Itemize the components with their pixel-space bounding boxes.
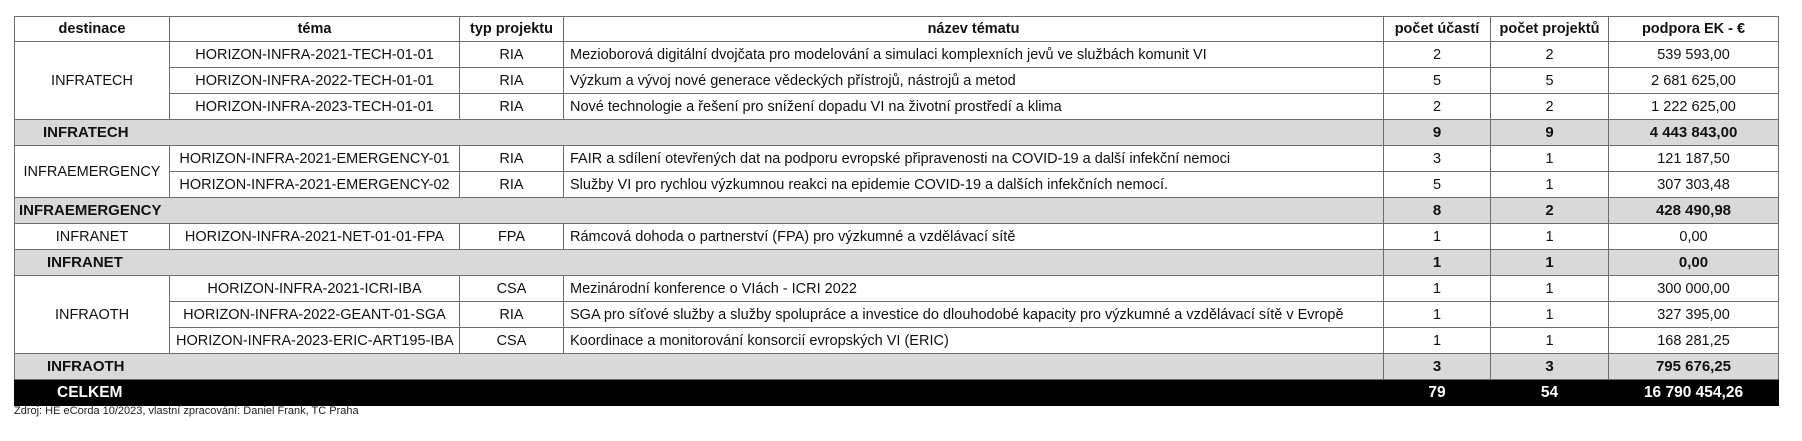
table-row — [15, 146, 1779, 172]
nazev-cell: FAIR a sdílení otevřených dat na podporu evropské připravenosti na COVID-19 a další infekční nemoci — [564, 146, 1384, 172]
subtotal-projekty: 9 — [1491, 120, 1609, 146]
subtotal-label: INFRATECH — [15, 120, 1384, 146]
podpora-cell: 327 395,00 — [1609, 302, 1779, 328]
ucasti-cell: 3 — [1384, 146, 1491, 172]
ucasti-cell: 1 — [1384, 224, 1491, 250]
typ-cell: FPA — [460, 224, 564, 250]
subtotal-projekty: 2 — [1491, 198, 1609, 224]
subtotal-label: INFRAOTH — [15, 354, 1384, 380]
projects-table-container — [14, 16, 1778, 406]
typ-cell: CSA — [460, 276, 564, 302]
subtotal-podpora: 428 490,98 — [1609, 198, 1779, 224]
typ-cell: RIA — [460, 68, 564, 94]
total-podpora: 16 790 454,26 — [1609, 380, 1779, 406]
table-body — [15, 42, 1779, 406]
table-row — [15, 276, 1779, 302]
projekty-cell: 1 — [1491, 302, 1609, 328]
subtotal-ucasti: 3 — [1384, 354, 1491, 380]
source-note: Zdroj: HE eCorda 10/2023, vlastní zpracování: Daniel Frank, TC Praha — [14, 405, 359, 417]
tema-cell: HORIZON-INFRA-2021-NET-01-01-FPA — [170, 224, 460, 250]
tema-cell: HORIZON-INFRA-2021-EMERGENCY-02 — [170, 172, 460, 198]
subtotal-row-infranet — [15, 250, 1779, 276]
subtotal-row-infratech — [15, 120, 1779, 146]
nazev-cell: Služby VI pro rychlou výzkumnou reakci na epidemie COVID-19 a dalších infekčních nemocí. — [564, 172, 1384, 198]
header-podpora-ek: podpora EK - € — [1609, 17, 1779, 42]
total-row — [15, 380, 1779, 406]
table-row — [15, 42, 1779, 68]
table-row — [15, 224, 1779, 250]
tema-cell: HORIZON-INFRA-2021-EMERGENCY-01 — [170, 146, 460, 172]
ucasti-cell: 1 — [1384, 302, 1491, 328]
subtotal-podpora: 795 676,25 — [1609, 354, 1779, 380]
projekty-cell: 1 — [1491, 328, 1609, 354]
subtotal-label: INFRANET — [15, 250, 1384, 276]
podpora-cell: 168 281,25 — [1609, 328, 1779, 354]
ucasti-cell: 5 — [1384, 172, 1491, 198]
podpora-cell: 1 222 625,00 — [1609, 94, 1779, 120]
table-row — [15, 328, 1779, 354]
podpora-cell: 300 000,00 — [1609, 276, 1779, 302]
nazev-cell: Mezinárodní konference o VIách - ICRI 2022 — [564, 276, 1384, 302]
subtotal-projekty: 3 — [1491, 354, 1609, 380]
table-row — [15, 94, 1779, 120]
nazev-cell: Mezioborová digitální dvojčata pro modelování a simulaci komplexních jevů ve službách komunit VI — [564, 42, 1384, 68]
typ-cell: RIA — [460, 94, 564, 120]
podpora-cell: 121 187,50 — [1609, 146, 1779, 172]
subtotal-row-infraemergency — [15, 198, 1779, 224]
destinace-cell-infraemergency: INFRAEMERGENCY — [15, 146, 170, 198]
nazev-cell: Výzkum a vývoj nové generace vědeckých přístrojů, nástrojů a metod — [564, 68, 1384, 94]
ucasti-cell: 2 — [1384, 42, 1491, 68]
projekty-cell: 1 — [1491, 172, 1609, 198]
tema-cell: HORIZON-INFRA-2021-TECH-01-01 — [170, 42, 460, 68]
destinace-cell-infranet: INFRANET — [15, 224, 170, 250]
total-projekty: 54 — [1491, 380, 1609, 406]
typ-cell: RIA — [460, 302, 564, 328]
projekty-cell: 1 — [1491, 146, 1609, 172]
header-typ-projektu: typ projektu — [460, 17, 564, 42]
typ-cell: CSA — [460, 328, 564, 354]
projekty-cell: 5 — [1491, 68, 1609, 94]
nazev-cell: Nové technologie a řešení pro snížení dopadu VI na životní prostředí a klima — [564, 94, 1384, 120]
total-label: CELKEM — [15, 380, 1384, 406]
destinace-cell-infraoth: INFRAOTH — [15, 276, 170, 354]
subtotal-ucasti: 9 — [1384, 120, 1491, 146]
nazev-cell: Rámcová dohoda o partnerství (FPA) pro výzkumné a vzdělávací sítě — [564, 224, 1384, 250]
projekty-cell: 1 — [1491, 224, 1609, 250]
projects-table — [14, 16, 1779, 406]
tema-cell: HORIZON-INFRA-2021-ICRI-IBA — [170, 276, 460, 302]
ucasti-cell: 2 — [1384, 94, 1491, 120]
nazev-cell: SGA pro síťové služby a služby spolupráce a investice do dlouhodobé kapacity pro výzkumné a vzdělávací sítě v Evropě — [564, 302, 1384, 328]
subtotal-ucasti: 1 — [1384, 250, 1491, 276]
typ-cell: RIA — [460, 146, 564, 172]
header-nazev-tematu: název tématu — [564, 17, 1384, 42]
podpora-cell: 539 593,00 — [1609, 42, 1779, 68]
destinace-cell-infratech: INFRATECH — [15, 42, 170, 120]
tema-cell: HORIZON-INFRA-2023-TECH-01-01 — [170, 94, 460, 120]
projekty-cell: 1 — [1491, 276, 1609, 302]
podpora-cell: 0,00 — [1609, 224, 1779, 250]
tema-cell: HORIZON-INFRA-2023-ERIC-ART195-IBA — [170, 328, 460, 354]
subtotal-podpora: 4 443 843,00 — [1609, 120, 1779, 146]
typ-cell: RIA — [460, 42, 564, 68]
projekty-cell: 2 — [1491, 94, 1609, 120]
header-destinace: destinace — [15, 17, 170, 42]
total-ucasti: 79 — [1384, 380, 1491, 406]
header-tema: téma — [170, 17, 460, 42]
subtotal-label: INFRAEMERGENCY — [15, 198, 1384, 224]
table-header — [15, 17, 1779, 42]
subtotal-podpora: 0,00 — [1609, 250, 1779, 276]
podpora-cell: 2 681 625,00 — [1609, 68, 1779, 94]
projekty-cell: 2 — [1491, 42, 1609, 68]
subtotal-row-infraoth — [15, 354, 1779, 380]
podpora-cell: 307 303,48 — [1609, 172, 1779, 198]
subtotal-projekty: 1 — [1491, 250, 1609, 276]
subtotal-ucasti: 8 — [1384, 198, 1491, 224]
nazev-cell: Koordinace a monitorování konsorcií evropských VI (ERIC) — [564, 328, 1384, 354]
table-row — [15, 302, 1779, 328]
ucasti-cell: 1 — [1384, 276, 1491, 302]
typ-cell: RIA — [460, 172, 564, 198]
tema-cell: HORIZON-INFRA-2022-TECH-01-01 — [170, 68, 460, 94]
table-row — [15, 68, 1779, 94]
ucasti-cell: 5 — [1384, 68, 1491, 94]
tema-cell: HORIZON-INFRA-2022-GEANT-01-SGA — [170, 302, 460, 328]
header-row — [15, 17, 1779, 42]
table-row — [15, 172, 1779, 198]
ucasti-cell: 1 — [1384, 328, 1491, 354]
header-pocet-ucasti: počet účastí — [1384, 17, 1491, 42]
header-pocet-projektu: počet projektů — [1491, 17, 1609, 42]
